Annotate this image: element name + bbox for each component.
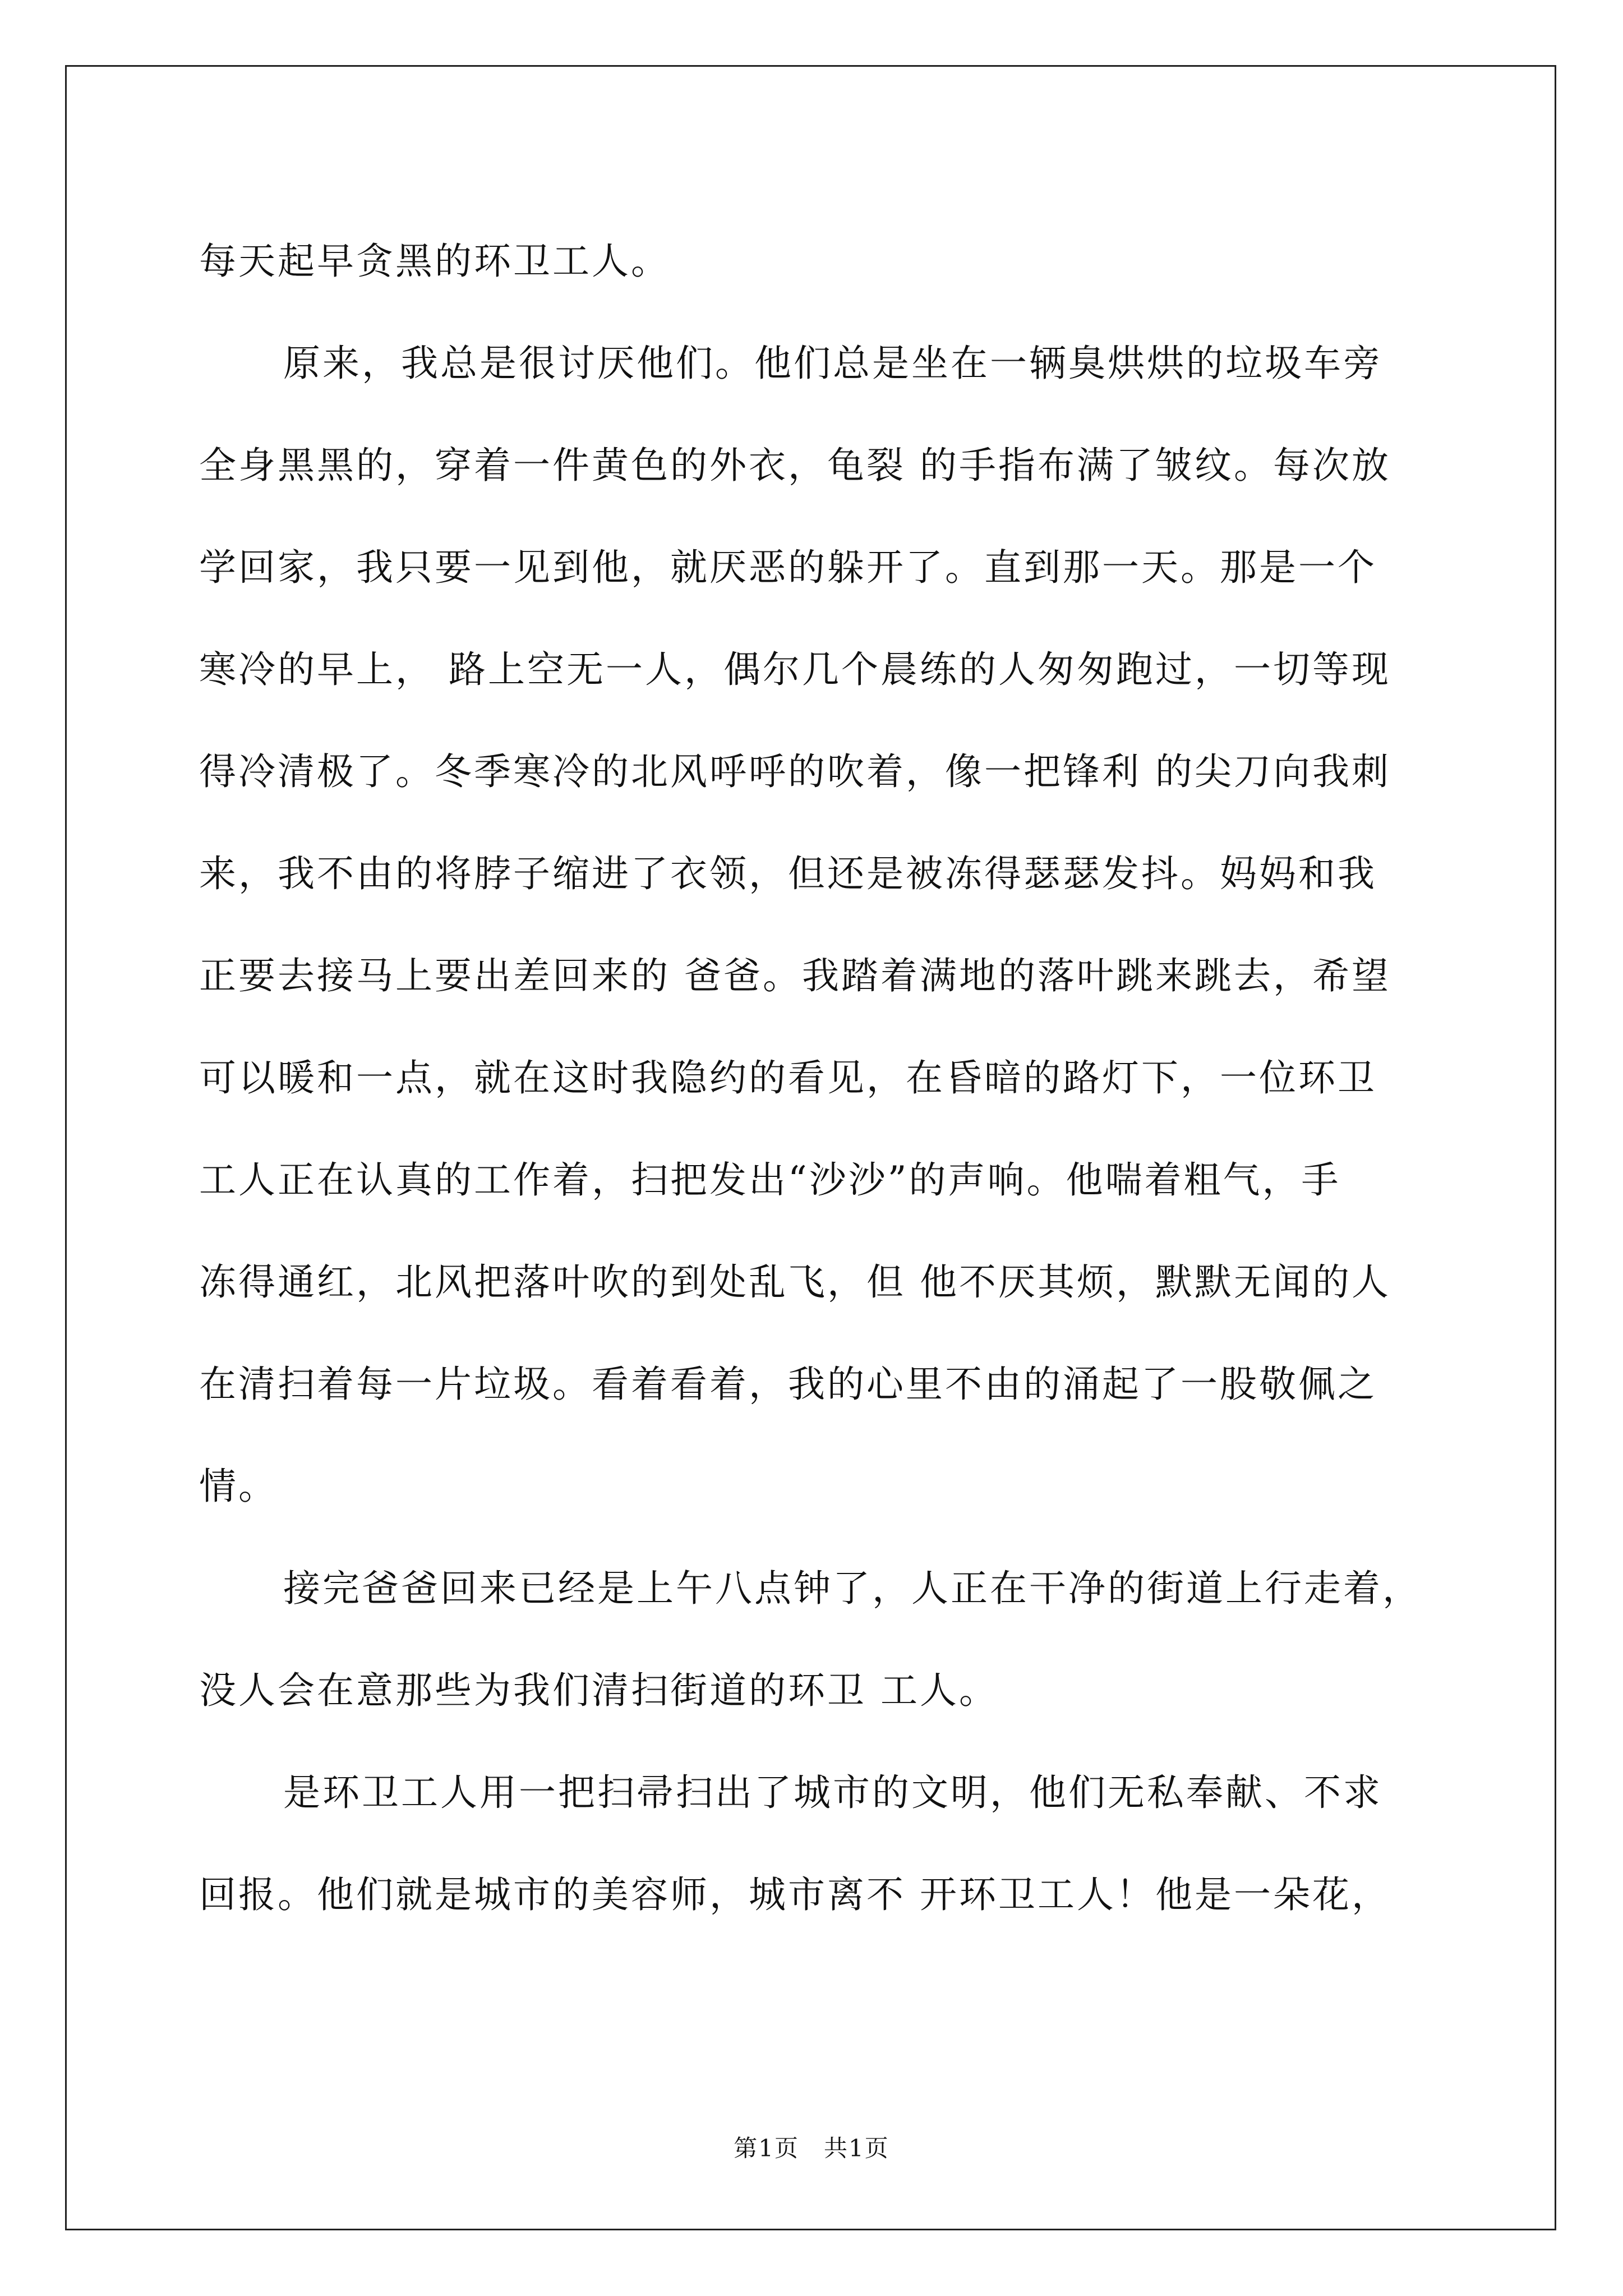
text-line: 是环卫工人用一把扫帚扫出了城市的文明，他们无私奉献、不求 (283, 1771, 1382, 1814)
text-line: 回报。他们就是城市的美容师，城市离不 开环卫工人！他是一朵花， (199, 1873, 1391, 1916)
text-line: 可以暖和一点，就在这时我隐约的看见，在昏暗的路灯下，一位环卫 (199, 1056, 1377, 1099)
text-line: 原来，我总是很讨厌他们。他们总是坐在一辆臭烘烘的垃圾车旁 (283, 342, 1382, 385)
text-line: 得冷清极了。冬季寒冷的北风呼呼的吹着，像一把锋利 的尖刀向我刺 (199, 750, 1391, 793)
text-line: 没人会在意那些为我们清扫街道的环卫 工人。 (199, 1669, 998, 1712)
text-line: 每天起早贪黑的环卫工人。 (199, 240, 670, 283)
text-line: 全身黑黑的，穿着一件黄色的外衣，龟裂 的手指布满了皱纹。每次放 (199, 444, 1391, 487)
text-line: 情。 (199, 1465, 278, 1508)
page-footer: 第1页 共1页 (734, 2134, 889, 2162)
text-line: 冻得通红，北风把落叶吹的到处乱飞，但 他不厌其烦，默默无闻的人 (199, 1260, 1391, 1304)
text-line: 正要去接马上要出差回来的 爸爸。我踏着满地的落叶跳来跳去，希望 (199, 954, 1391, 997)
text-line: 学回家，我只要一见到他，就厌恶的躲开了。直到那一天。那是一个 (199, 546, 1377, 589)
text-line: 寒冷的早上， 路上空无一人，偶尔几个晨练的人匆匆跑过，一切等现 (199, 648, 1391, 691)
text-line: 工人正在认真的工作着，扫把发出“沙沙”的声响。他喘着粗气，手 (199, 1158, 1341, 1202)
text-line: 接完爸爸回来已经是上午八点钟了，人正在干净的街道上行走着， (283, 1567, 1422, 1610)
text-line: 来，我不由的将脖子缩进了衣领，但还是被冻得瑟瑟发抖。妈妈和我 (199, 852, 1377, 895)
document-body (199, 210, 1433, 1946)
text-line: 在清扫着每一片垃圾。看着看着，我的心里不由的涌起了一股敬佩之 (199, 1363, 1377, 1406)
